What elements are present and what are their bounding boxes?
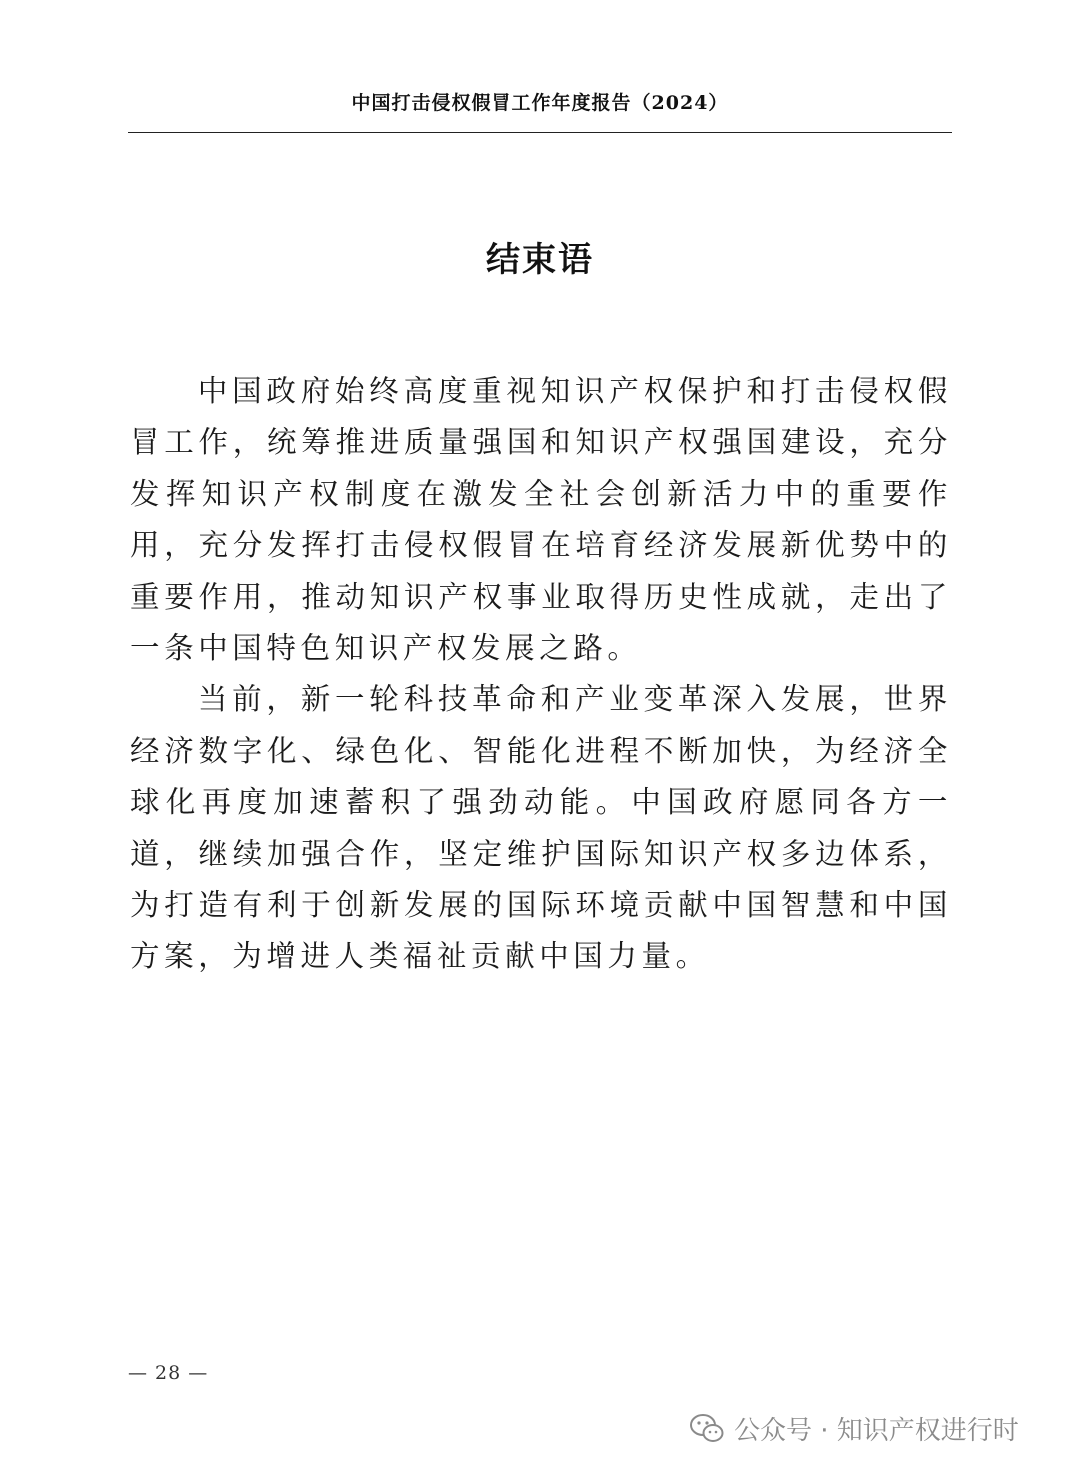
page-number: — 28 — (128, 1362, 209, 1384)
watermark-text: 公众号 · 知识产权进行时 (734, 1415, 1019, 1446)
running-header: 中国打击侵权假冒工作年度报告（2024） (351, 92, 729, 114)
section-title: 结束语 (486, 240, 594, 280)
header-rule (128, 132, 952, 133)
wechat-icon (690, 1413, 724, 1443)
body-text (130, 366, 952, 983)
paragraph-2: 当前，新一轮科技革命和产业变革深入发展，世界经济数字化、绿色化、智能化进程不断加快，为经济全球化再度加速蓄积了强劲动能。中国政府愿同各方一道，继续加强合作，坚定维护国际知识产权多边体系，为打造有利于创新发展的国际环境贡献中国智慧和中国方案，为增进人类福祉贡献中国力量。 (130, 682, 952, 974)
watermark (690, 1410, 1060, 1446)
paragraph-1: 中国政府始终高度重视知识产权保护和打击侵权假冒工作，统筹推进质量强国和知识产权强国建设，充分发挥知识产权制度在激发全社会创新活力中的重要作用，充分发挥打击侵权假冒在培育经济发展新优势中的重要作用，推动知识产权事业取得历史性成就，走出了一条中国特色知识产权发展之路。 (130, 374, 952, 666)
